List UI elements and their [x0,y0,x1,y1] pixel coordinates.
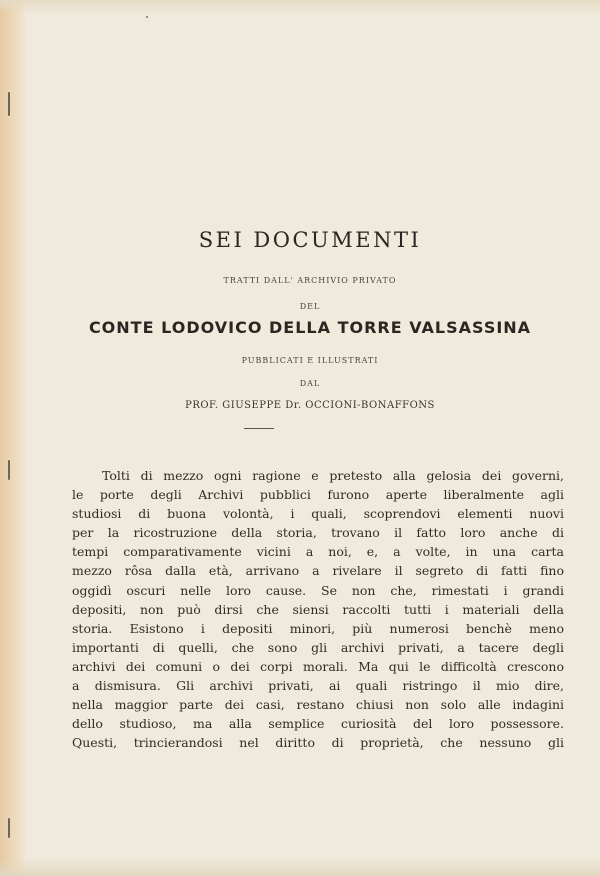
subject-name: CONTE LODOVICO DELLA TORRE VALSASSINA [88,318,532,337]
body-line: archivi dei comuni o dei corpi morali. Ma qui le difficoltà crescono [72,658,564,674]
body-line: per la ricostruzione della storia, trovano il fatto loro anche di [72,525,564,541]
body-line: oggidì oscuri nelle loro cause. Se non che, rimestati i grandi [72,582,564,598]
ink-speck [146,16,148,18]
body-line: Questi, trincierandosi nel diritto di proprietà, che nessuno gli [72,735,564,751]
title-rule [244,428,274,429]
binding-mark-bottom [8,818,10,838]
body-line: Tolti di mezzo ogni ragione e pretesto alla gelosia dei governi, [102,468,564,483]
body-line: tempi comparativamente vicini a noi, e, a volte, in una carta [72,544,564,560]
binding-mark-middle [8,460,10,480]
body-line: importanti di quelli, che sono gli archivi privati, a tacere degli [72,639,564,655]
subtitle-dal: DAL [299,379,321,388]
body-line: storia. Esistono i depositi minori, più numerosi benchè meno [72,620,564,636]
body-line: nella maggior parte dei casi, restano chiusi non solo alle indagini [72,697,564,713]
subtitle-archive: TRATTI DALL' ARCHIVIO PRIVATO [223,276,397,285]
body-line: mezzo rôsa dalla età, arrivano a rivelare il segreto di fatti fino [72,563,564,579]
page-left-edge-stain [0,0,26,876]
body-line: dello studioso, ma alla semplice curiosità del loro possessore. [72,716,564,732]
body-line: le porte degli Archivi pubblici furono aperte liberalmente agli [72,487,564,503]
body-text [72,466,564,752]
document-title: SEI DOCUMENTI [198,228,422,252]
page-bottom-edge [0,858,600,876]
subtitle-del: DEL [299,302,321,311]
subtitle-published: PUBBLICATI E ILLUSTRATI [241,356,379,365]
body-line: depositi, non può dirsi che siensi raccolti tutti i materiali della [72,601,564,617]
page-top-edge [0,0,600,14]
body-line: a dismisura. Gli archivi privati, ai quali ristringo il mio dire, [72,678,564,694]
author-name: PROF. GIUSEPPE Dr. OCCIONI-BONAFFONS [185,400,435,411]
binding-mark-top [8,92,10,116]
body-line: studiosi di buona volontà, i quali, scoprendovi elementi nuovi [72,506,564,522]
